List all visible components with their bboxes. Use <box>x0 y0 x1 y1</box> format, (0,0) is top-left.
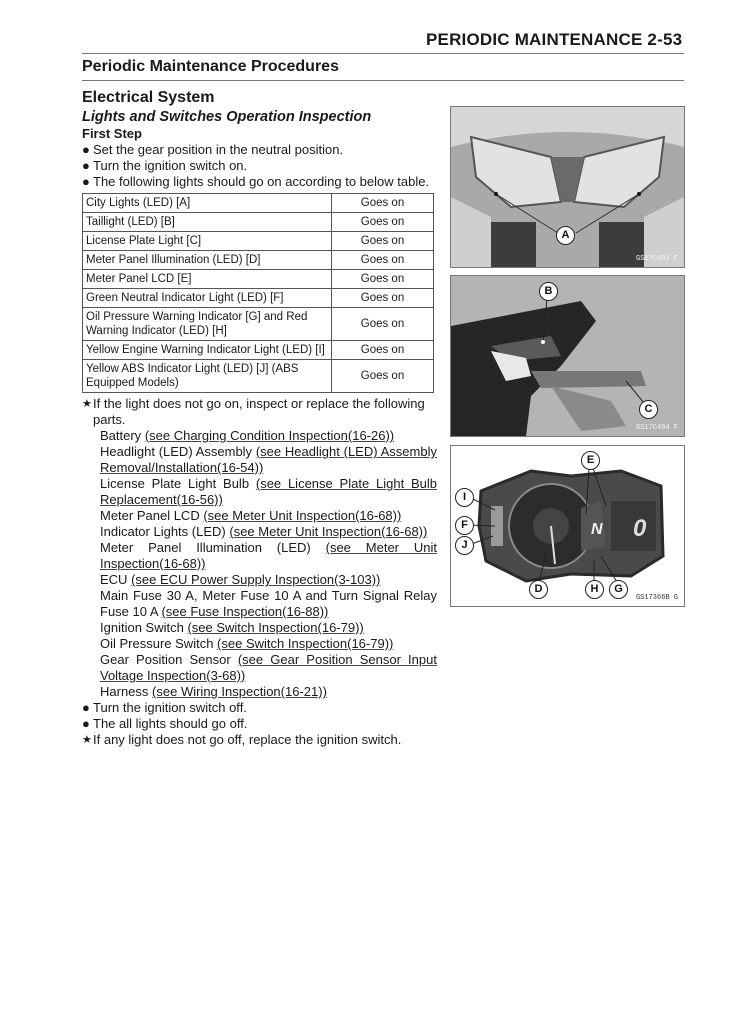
table-row: Meter Panel LCD [E] Goes on <box>83 270 434 289</box>
cross-reference-link[interactable]: (see ECU Power Supply Inspection(3-103)) <box>131 572 381 587</box>
callout-f: F <box>455 516 474 535</box>
list-item: ECU (see ECU Power Supply Inspection(3-103)) <box>100 572 381 587</box>
svg-text:N: N <box>591 521 603 538</box>
list-item: Main Fuse 30 A, Meter Fuse 10 A and Turn Signal Relay Fuse 10 A (see Fuse Inspection(16-88)) <box>100 588 437 619</box>
table-row: City Lights (LED) [A] Goes on <box>83 194 434 213</box>
intro-bullet: ● The following lights should go on according to below table. <box>82 174 430 189</box>
cross-reference-link[interactable]: (see Fuse Inspection(16-88)) <box>161 604 329 619</box>
lights-table <box>82 193 434 393</box>
header-divider <box>82 53 684 54</box>
cross-reference-link[interactable]: (see Gear Position Sensor Input Voltage Inspection(3-68)) <box>100 652 437 683</box>
star-note: ★ If any light does not go off, replace the ignition switch. <box>82 732 402 747</box>
cross-reference-link[interactable]: (see Wiring Inspection(16-21)) <box>152 684 327 699</box>
main-column <box>82 88 437 748</box>
table-row: Oil Pressure Warning Indicator [G] and Red Warning Indicator (LED) [H] Goes on <box>83 308 434 341</box>
list-item: Headlight (LED) Assembly (see Headlight (LED) Assembly Removal/Installation(16-54)) <box>100 444 437 475</box>
callout-g: G <box>609 580 628 599</box>
table-row: Meter Panel Illumination (LED) [D] Goes on <box>83 251 434 270</box>
section-divider <box>82 80 684 81</box>
figure-taillight <box>450 275 685 437</box>
cross-reference-link[interactable]: (see Headlight (LED) Assembly Removal/Installation(16-54)) <box>100 444 437 475</box>
bullet-icon: ● <box>82 158 90 173</box>
table-row: License Plate Light [C] Goes on <box>83 232 434 251</box>
figure-headlight <box>450 106 685 268</box>
table-row: Yellow Engine Warning Indicator Light (LED) [I] Goes on <box>83 341 434 360</box>
figure-id: GS17C494 F <box>635 424 678 432</box>
table-row: Green Neutral Indicator Light (LED) [F] Goes on <box>83 289 434 308</box>
table-row: Taillight (LED) [B] Goes on <box>83 213 434 232</box>
svg-text:0: 0 <box>633 515 647 542</box>
cross-reference-link[interactable]: (see Switch Inspection(16-79)) <box>217 636 394 651</box>
intro-bullet: ● Set the gear position in the neutral position. <box>82 142 344 157</box>
step-title: First Step <box>82 126 142 141</box>
section-title: Periodic Maintenance Procedures <box>82 58 339 75</box>
cross-reference-link[interactable]: (see Meter Unit Inspection(16-68)) <box>229 524 428 539</box>
star-note: ★ If the light does not go on, inspect or replace the following parts. <box>82 396 425 427</box>
cross-reference-link[interactable]: (see License Plate Light Bulb Replacement(16-56)) <box>100 476 437 507</box>
cross-reference-link[interactable]: (see Meter Unit Inspection(16-68)) <box>203 508 402 523</box>
figure-meter-panel <box>450 445 685 607</box>
table-row: Yellow ABS Indicator Light (LED) [J] (ABS Equipped Models) Goes on <box>83 360 434 393</box>
list-item: Oil Pressure Switch (see Switch Inspection(16-79)) <box>100 636 394 651</box>
list-item: Meter Panel Illumination (LED) (see Meter Unit Inspection(16-68)) <box>100 540 437 571</box>
callout-d: D <box>529 580 548 599</box>
figure-id: GS17366B G <box>635 594 678 602</box>
intro-bullet: ● Turn the ignition switch on. <box>82 158 248 173</box>
callout-i: I <box>455 488 474 507</box>
bullet-icon: ● <box>82 716 90 731</box>
subsection-title: Electrical System <box>82 89 215 106</box>
meter-panel-illustration <box>451 446 684 606</box>
callout-h: H <box>585 580 604 599</box>
bullet-icon: ● <box>82 174 90 189</box>
bullet-icon: ● <box>82 700 90 715</box>
page-header-title: PERIODIC MAINTENANCE 2-53 <box>426 30 683 49</box>
callout-b: B <box>539 282 558 301</box>
callout-j: J <box>455 536 474 555</box>
star-icon: ★ <box>82 398 92 410</box>
outro-bullet: ● Turn the ignition switch off. <box>82 700 247 715</box>
list-item: Ignition Switch (see Switch Inspection(16-79)) <box>100 620 364 635</box>
outro-bullet: ● The all lights should go off. <box>82 716 248 731</box>
list-item: License Plate Light Bulb (see License Plate Light Bulb Replacement(16-56)) <box>100 476 437 507</box>
callout-a: A <box>556 226 575 245</box>
callout-c: C <box>639 400 658 419</box>
list-item: Harness (see Wiring Inspection(16-21)) <box>100 684 327 699</box>
list-item: Gear Position Sensor (see Gear Position Sensor Input Voltage Inspection(3-68)) <box>100 652 437 683</box>
list-item: Indicator Lights (LED) (see Meter Unit Inspection(16-68)) <box>100 524 428 539</box>
list-item: Battery (see Charging Condition Inspection(16-26)) <box>100 428 395 443</box>
cross-reference-link[interactable]: (see Meter Unit Inspection(16-68)) <box>100 540 437 571</box>
cross-reference-link[interactable]: (see Switch Inspection(16-79)) <box>187 620 364 635</box>
procedure-title: Lights and Switches Operation Inspection <box>82 109 372 125</box>
list-item: Meter Panel LCD (see Meter Unit Inspection(16-68)) <box>100 508 402 523</box>
bullet-icon: ● <box>82 142 90 157</box>
callout-e: E <box>581 451 600 470</box>
figure-id: GS17C493 F <box>635 255 678 263</box>
cross-reference-link[interactable]: (see Charging Condition Inspection(16-26)) <box>144 428 395 443</box>
parts-list <box>82 428 437 700</box>
star-icon: ★ <box>82 734 92 746</box>
